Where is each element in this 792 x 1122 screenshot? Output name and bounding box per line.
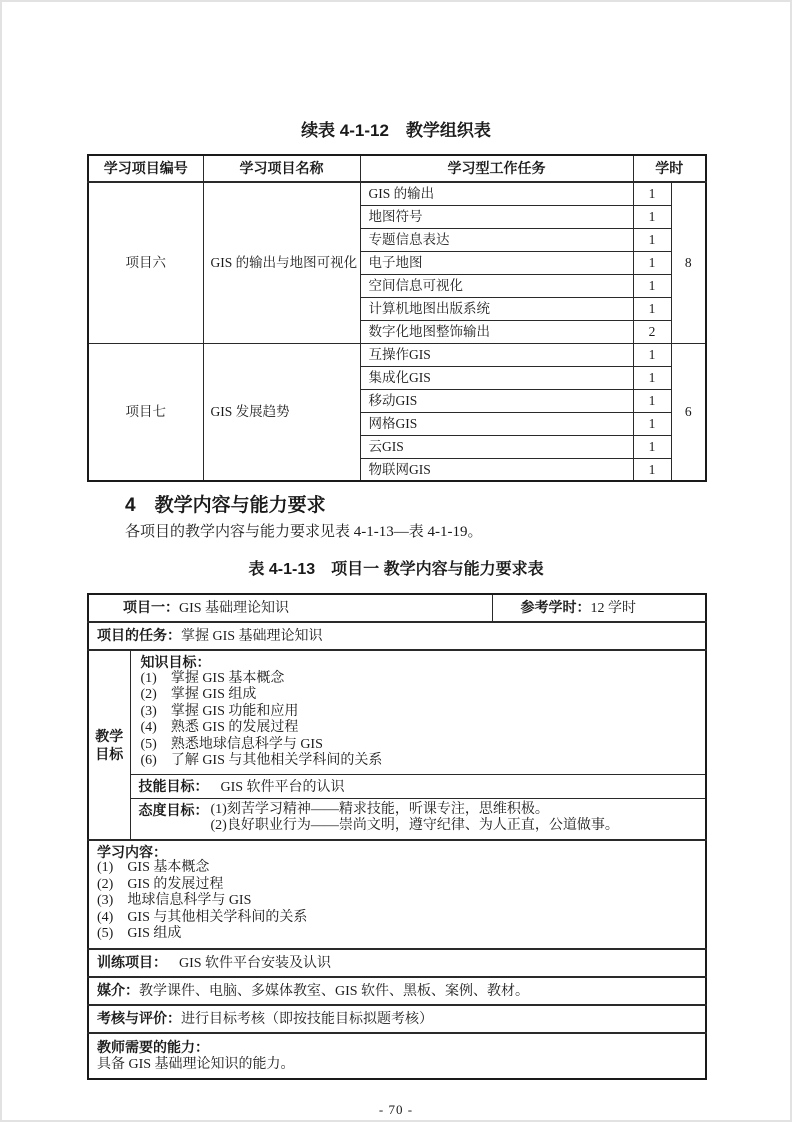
table-row: [88, 1033, 706, 1079]
learning-content-item: (2) GIS 的发展过程: [97, 876, 224, 892]
skill-goals-label: 技能目标：: [138, 777, 209, 794]
table-row: [88, 182, 706, 205]
hours-cell: 1: [633, 205, 671, 228]
hours-cell: 1: [633, 412, 671, 435]
header-project-name: 学习项目名称: [203, 155, 360, 182]
task-cell: 地图符号: [360, 205, 633, 228]
task-cell: 云GIS: [360, 435, 633, 458]
header-hours: 学时: [633, 155, 706, 182]
learning-content-item: (1) GIS 基本概念: [97, 860, 210, 875]
knowledge-goal-item: (3) 掌握 GIS 功能和应用: [140, 703, 299, 719]
teacher-ability-value: 具备 GIS 基础理论知识的能力。: [97, 1056, 295, 1072]
project-name-cell: GIS 发展趋势: [203, 343, 360, 481]
hours-cell: 1: [633, 458, 671, 481]
table-row: [88, 650, 706, 774]
project-task-label: 项目的任务：: [97, 627, 181, 643]
table-row: [88, 977, 706, 1005]
task-cell: 电子地图: [360, 251, 633, 274]
hours-cell: 1: [633, 274, 671, 297]
task-cell: GIS 的输出: [360, 182, 633, 205]
task-cell: 网格GIS: [360, 412, 633, 435]
task-cell: 移动GIS: [360, 389, 633, 412]
attitude-goals-label: 态度目标：: [138, 801, 209, 818]
knowledge-goals-cell: [130, 650, 706, 774]
training-project-label: 训练项目：: [97, 953, 167, 970]
hours-cell: 1: [633, 182, 671, 205]
training-project-value: GIS 软件平台安装及认识: [179, 955, 332, 971]
learning-content-item: (5) GIS 组成: [97, 926, 182, 941]
table1-header-row: [88, 155, 706, 182]
task-cell: 数字化地图整饰输出: [360, 320, 633, 343]
knowledge-goal-item: (1) 掌握 GIS 基本概念: [140, 670, 285, 686]
table-row: [88, 774, 706, 798]
teacher-ability-cell: [88, 1033, 706, 1079]
total-hours-cell: 8: [671, 182, 706, 343]
section-heading: 4 教学内容与能力要求: [125, 495, 326, 516]
teaching-goal-label-line1: 教学: [95, 727, 124, 744]
learning-content-cell: [88, 840, 706, 949]
reference-hours-value: 12 学时: [590, 601, 636, 616]
table-row: [88, 798, 706, 840]
knowledge-goal-item: (2) 掌握 GIS 组成: [140, 687, 257, 702]
page-number: - 70 -: [378, 1101, 414, 1117]
project-task-cell: [88, 622, 706, 650]
learning-content-item: (4) GIS 与其他相关学科间的关系: [97, 909, 308, 925]
teaching-goal-label-cell: [88, 650, 130, 840]
project-id-cell: 项目七: [88, 343, 203, 481]
knowledge-goal-item: (4) 熟悉 GIS 的发展过程: [140, 720, 299, 735]
project-title-cell: [88, 594, 492, 622]
teaching-organization-table: [87, 154, 707, 482]
knowledge-goals-label: 知识目标：: [140, 654, 211, 670]
project-id-cell: 项目六: [88, 182, 203, 343]
hours-cell: 2: [633, 320, 671, 343]
hours-cell: 1: [633, 297, 671, 320]
task-cell: 物联网GIS: [360, 458, 633, 481]
task-cell: 集成化GIS: [360, 366, 633, 389]
attitude-goal-line: (1)刻苦学习精神——精求技能，听课专注，思维积极。: [210, 801, 549, 817]
task-cell: 计算机地图出版系统: [360, 297, 633, 320]
assessment-value: 进行目标考核（即按技能目标拟题考核）: [181, 1011, 433, 1027]
project-name-cell: GIS 的输出与地图可视化: [203, 182, 360, 343]
media-value: 教学课件、电脑、多媒体教室、GIS 软件、黑板、案例、教材。: [139, 983, 530, 999]
knowledge-goal-item: (5) 熟悉地球信息科学与 GIS: [140, 736, 323, 752]
skill-goals-cell: [130, 774, 706, 798]
header-work-task: 学习型工作任务: [360, 155, 633, 182]
table-row: [88, 343, 706, 366]
hours-cell: 1: [633, 343, 671, 366]
teaching-goal-label-line2: 目标: [95, 745, 124, 762]
attitude-goals-cell: [130, 798, 706, 840]
knowledge-goal-item: (6) 了解 GIS 与其他相关学科间的关系: [140, 753, 383, 768]
header-project-id: 学习项目编号: [88, 155, 203, 182]
table2-title: 表 4-1-13 项目一 教学内容与能力要求表: [248, 561, 544, 578]
hours-cell: 1: [633, 389, 671, 412]
task-cell: 专题信息表达: [360, 228, 633, 251]
reference-hours-cell: [492, 594, 706, 622]
project-label: 项目一：: [123, 599, 179, 615]
training-project-cell: [88, 949, 706, 977]
project-value: GIS 基础理论知识: [179, 601, 290, 616]
teacher-ability-label: 教师需要的能力：: [97, 1038, 209, 1055]
task-cell: 互操作GIS: [360, 343, 633, 366]
table-row: [88, 594, 706, 622]
task-cell: 空间信息可视化: [360, 274, 633, 297]
hours-cell: 1: [633, 251, 671, 274]
media-label: 媒介：: [97, 981, 139, 998]
table-row: [88, 949, 706, 977]
table-row: [88, 1005, 706, 1033]
section-paragraph: 各项目的教学内容与能力要求见表 4-1-13—表 4-1-19。: [125, 524, 483, 540]
hours-cell: 1: [633, 228, 671, 251]
assessment-cell: [88, 1005, 706, 1033]
learning-content-item: (3) 地球信息科学与 GIS: [97, 893, 252, 908]
reference-hours-label: 参考学时：: [520, 599, 591, 615]
total-hours-cell: 6: [671, 343, 706, 481]
learning-content-label: 学习内容：: [97, 843, 167, 860]
teaching-content-requirements-table: [87, 593, 707, 1080]
skill-goals-value: GIS 软件平台的认识: [220, 779, 345, 795]
project-task-value: 掌握 GIS 基础理论知识: [181, 629, 323, 644]
table-row: [88, 622, 706, 650]
media-cell: [88, 977, 706, 1005]
assessment-label: 考核与评价：: [97, 1009, 181, 1026]
table1-title: 续表 4-1-12 教学组织表: [301, 121, 491, 140]
attitude-goal-line: (2)良好职业行为——崇尚文明，遵守纪律、为人正直，公道做事。: [210, 818, 619, 833]
hours-cell: 1: [633, 435, 671, 458]
table-row: [88, 840, 706, 949]
hours-cell: 1: [633, 366, 671, 389]
